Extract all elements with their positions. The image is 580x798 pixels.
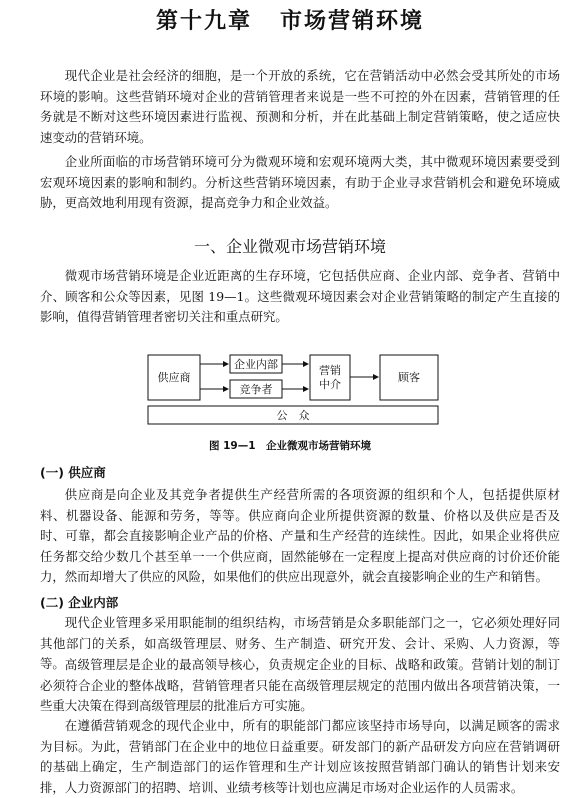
internal-paragraph-3: 在遵循营销观念的现代企业中，所有的职能部门都应该坚持市场导向，以满足顾客的需求为目标。为此，营销部门在企业中的地位日益重要。研发部门的新产品研发方向应在营销调研的基础上确定，生产制造部门的运作管理和生产计划应该按照营销部门确认的销售计划来安排，人力资源部门的招聘、培训、业绩考核等计划也应满足市场对企业运作的人员需求。	[40, 718, 560, 795]
chapter-title	[0, 4, 580, 35]
intro-paragraph-1: 现代企业是社会经济的细胞，是一个开放的系统，它在营销活动中必然会受其所处的市场环境的影响。这些营销环境对企业的营销管理者来说是一些不可控的外在因素，营销管理的任务就是不断对这些环境因素进行监视、预测和分析，并在此基础上制定营销策略，使之适应快速变动的营销环境。	[40, 68, 560, 145]
internal-paragraph-1: 现代企业管理多采用职能制的组织结构，市场营销是众多职能部门之一，它必须处理好同其他部门的关系，如高级管理层、财务、生产制造、研究开发、会计、采购、人力资源，等等。	[40, 615, 560, 671]
customer-label: 顾客	[398, 371, 420, 384]
internal-label: 企业内部	[234, 358, 278, 371]
suppliers-paragraph: 供应商是向企业及其竞争者提供生产经营所需的各项资源的组织和个人，包括提供原材料、机器设备、能源和劳务，等等。供应商向企业所提供资源的数量、价格以及供应是否及时、可靠，都会直接影响企业产品的价格、产量和生产经营的连续性。因此，如果企业将供应任务都交给少数几个甚至单一一个供应商，固然能够在一定程度上提高对供应商的讨价还价能力，然而却增大了供应的风险，如果他们的供应出现意外，就会直接影响企业的生产和销售。	[40, 487, 560, 584]
figure-caption: 图 19—1 企业微观市场营销环境	[208, 440, 372, 452]
intro-paragraph-2: 企业所面临的市场营销环境可分为微观环境和宏观环境两大类，其中微观环境因素要受到宏观环境因素的影响和制约。分析这些营销环境因素，有助于企业寻求营销机会和避免环境威胁，更高效地利用现有资源，提高竞争力和企业效益。	[40, 154, 560, 210]
section-paragraph-1: 微观市场营销环境是企业近距离的生存环境，它包括供应商、企业内部、竞争者、营销中介、顾客和公众等因素，见图 19—1。这些微观环境因素会对企业营销策略的制定产生直接的影响，值得营销管理者密切关注和重点研究。	[40, 268, 560, 324]
intermediary-label-2: 中介	[319, 378, 341, 391]
competitor-label: 竞争者	[239, 383, 273, 396]
public-label: 公 众	[276, 409, 310, 422]
supplier-label: 供应商	[157, 371, 191, 384]
micro-environment-diagram	[146, 350, 446, 430]
subsection-heading-suppliers: (一) 供应商	[40, 465, 106, 480]
subsection-heading-internal: (二) 企业内部	[40, 595, 119, 610]
intermediary-label-1: 营销	[319, 364, 341, 377]
chapter-name: 市场营销环境	[280, 9, 425, 34]
section-title: 一、企业微观市场营销环境	[193, 237, 386, 256]
internal-paragraph-2: 高级管理层是企业的最高领导核心，负责规定企业的目标、战略和政策。营销计划的制订必须符合企业的整体战略，营销管理者只能在高级管理层规定的范围内做出各项营销决策，一些重大决策在得到高级管理层的批准后方可实施。	[40, 657, 560, 713]
chapter-number: 第十九章	[155, 9, 252, 34]
